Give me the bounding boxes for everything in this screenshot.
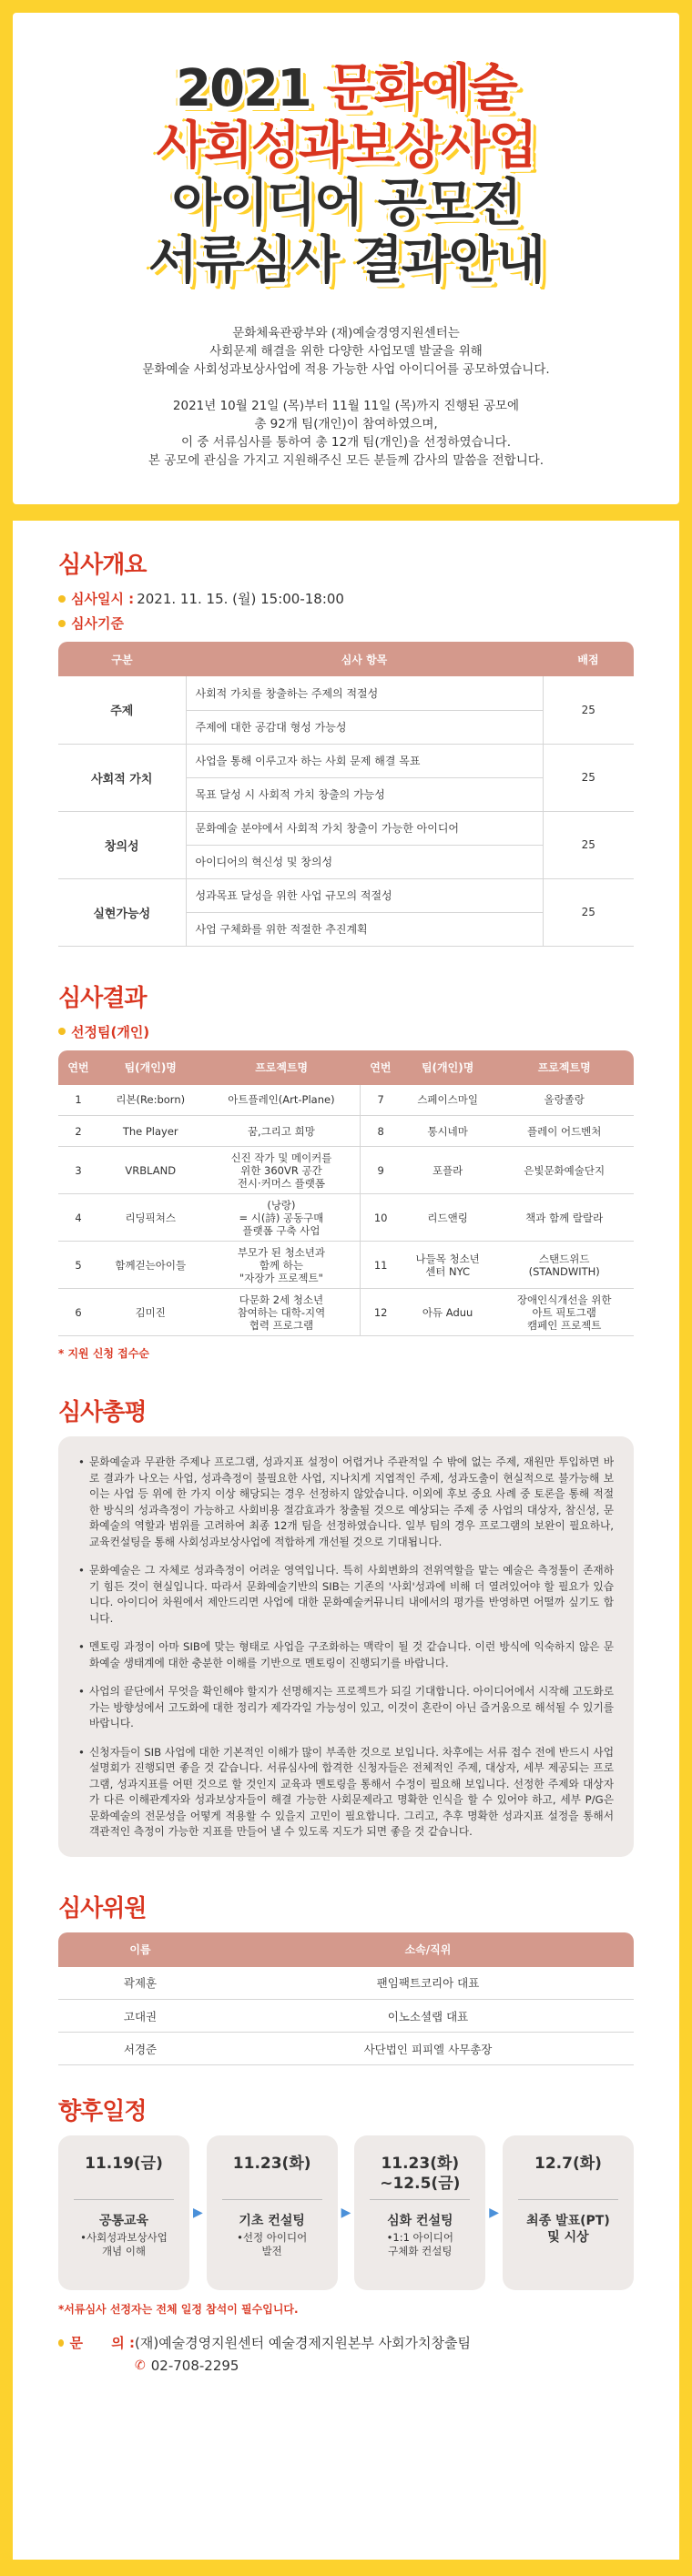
criteria-item: 아이디어의 혁신성 및 창의성 xyxy=(186,845,543,878)
team-row xyxy=(58,1194,634,1242)
review-date xyxy=(58,589,634,608)
intro-line: 문화예술 사회성과보상사업에 적용 가능한 사업 아이디어를 공모하였습니다. xyxy=(142,362,550,377)
team-row xyxy=(58,1242,634,1289)
schedule-name: 공통교육 xyxy=(98,2214,149,2228)
team-name: VRBLAND xyxy=(98,1147,202,1194)
schedule-desc: •사회성과보상사업 개념 이해 xyxy=(80,2231,168,2257)
criteria-row xyxy=(58,878,634,912)
bullet-dot-icon xyxy=(58,1028,66,1035)
team-name: 나들목 청소년 센터 NYC xyxy=(401,1242,495,1289)
team-number: 3 xyxy=(58,1147,98,1194)
chevron-right-icon: ▶ xyxy=(192,2206,203,2220)
review-item: • 신청자들이 SIB 사업에 대한 기본적인 이해가 많이 부족한 것으로 보입니다. 차후에는 서류 접수 전에 반드시 사업설명회가 진행되면 좋을 것 같습니다. 서류심사에 합격한 신청자들은 전체적인 주제, 대상자, 세부 제공되는 프로그램, 성과지표를 어떤 것으로 할 것인지 교육과 멘토링을 통해서 수정이 필요해 보입니다. 선정한 주제와 대상자가 다른 이해관계자와 성과보상자들이 해결 가능한 사회문제라고 명확한 인식을 할 수 있어야 하고, 세부 P/G은 문화예술의 전문성을 어떻게 적용할 수 있을지 고민이 필요합니다. 그리고, 추후 명확한 성과지표 설정을 통해서 객관적인 측정이 가능한 지표를 만들어 낼 수 있도록 지도가 되면 좋을 것 같습니다. xyxy=(78,1745,614,1841)
criteria-item: 목표 달성 시 사회적 가치 창출의 가능성 xyxy=(186,777,543,811)
team-number: 10 xyxy=(361,1194,401,1242)
teams-note: * 지원 신청 접수순 xyxy=(58,1347,149,1360)
hero-intro xyxy=(13,324,679,470)
team-number: 11 xyxy=(361,1242,401,1289)
project-name: 다문화 2세 청소년 참여하는 대학-지역 협력 프로그램 xyxy=(202,1289,360,1336)
team-name: 스페이스마일 xyxy=(401,1085,495,1116)
judges-body xyxy=(58,1967,634,2065)
intro-line: 총 92개 팀(개인)이 참여하였으며, xyxy=(254,417,438,431)
schedule-name: 기초 컨설팅 xyxy=(239,2214,305,2228)
judge-affiliation: 이노소셜랩 대표 xyxy=(222,2000,634,2033)
team-number: 1 xyxy=(58,1085,98,1116)
title-line-1b: 문화예술 xyxy=(326,59,516,118)
team-row xyxy=(58,1147,634,1194)
team-name: 리본(Re:born) xyxy=(98,1085,202,1116)
team-name: 리딩픽쳐스 xyxy=(98,1194,202,1242)
teams-body xyxy=(58,1085,634,1336)
schedule-card xyxy=(58,2135,189,2290)
criteria-category: 사회적 가치 xyxy=(58,744,186,811)
criteria-score: 25 xyxy=(543,878,634,946)
judges-table xyxy=(58,1932,634,2066)
criteria-row xyxy=(58,744,634,777)
team-number: 4 xyxy=(58,1194,98,1242)
schedule-card xyxy=(354,2135,485,2290)
schedule-note: *서류심사 선정자는 전체 일정 참석이 필수입니다. xyxy=(58,2303,299,2316)
selected-teams-text: 선정팀(개인) xyxy=(71,1023,150,1040)
title-line-3: 아이디어 공모전 xyxy=(171,174,521,233)
review-date-value: 2021. 11. 15. (월) 15:00-18:00 xyxy=(137,591,344,607)
team-number: 6 xyxy=(58,1289,98,1336)
divider xyxy=(74,2199,174,2200)
criteria-table xyxy=(58,642,634,947)
team-row xyxy=(58,1289,634,1336)
criteria-label-text: 심사기준 xyxy=(71,615,124,632)
criteria-item: 사회적 가치를 창출하는 주제의 적절성 xyxy=(186,676,543,710)
criteria-row xyxy=(58,676,634,710)
divider xyxy=(370,2199,470,2200)
criteria-item: 성과목표 달성을 위한 사업 규모의 적절성 xyxy=(186,878,543,912)
project-name: 신진 작가 및 메이커를 위한 360VR 공간 전시·커머스 플랫폼 xyxy=(202,1147,360,1194)
project-name: 장애인식개선을 위한 아트 픽토그램 캠페인 프로젝트 xyxy=(494,1289,634,1336)
teams-header: 팀(개인)명 xyxy=(401,1050,495,1085)
criteria-item: 문화예술 분야에서 사회적 가치 창출이 가능한 아이디어 xyxy=(186,811,543,845)
schedule-date: 11.23(화) xyxy=(232,2155,311,2173)
project-name: 부모가 된 청소년과 함께 하는 "자장가 프로젝트" xyxy=(202,1242,360,1289)
judge-row xyxy=(58,2033,634,2065)
team-name: 함께걷는아이들 xyxy=(98,1242,202,1289)
intro-line: 2021년 10월 21일 (목)부터 11월 11일 (목)까지 진행된 공모에 xyxy=(172,399,520,413)
project-name: 꿈,그리고 희망 xyxy=(202,1116,360,1147)
criteria-category: 실현가능성 xyxy=(58,878,186,946)
teams-header: 프로젝트명 xyxy=(494,1050,634,1085)
judges-title: 심사위원 xyxy=(58,1894,147,1922)
hero-section xyxy=(13,13,679,504)
review-item: • 문화예술과 무관한 주제나 프로그램, 성과지표 설정이 어렵거나 주관적일 수 밖에 없는 주제, 재원만 투입하면 바로 결과가 나오는 사업, 성과측정이 불필요한 사업, 지나치게 지엽적인 주제, 성과도출이 현실적으로 불가능해 보이는 사업 등 위에 한 가지 이상 해당되는 경우 선정하지 않았습니다. 이외에 후보 중요 사례 중 토론을 통해 적절한 방식의 성과측정이 가능하고 사회비용 절감효과가 창출될 것으로 예상되는 주제 중 사업의 대상자, 참신성, 문화예술의 역할과 범위를 고려하여 최종 12개 팀을 선정하였습니다. 일부 팀의 경우 프로그램의 보완이 필요하나, 교육컨설팅을 통해 사회성과보상사업에 적합하게 개선될 것으로 기대됩니다. xyxy=(78,1455,614,1550)
criteria-score: 25 xyxy=(543,811,634,878)
project-name: 은빛문화예술단지 xyxy=(494,1147,634,1194)
team-number: 5 xyxy=(58,1242,98,1289)
bullet-dot-icon xyxy=(58,595,66,603)
criteria-row xyxy=(58,811,634,845)
divider xyxy=(518,2199,618,2200)
teams-header: 연번 xyxy=(361,1050,401,1085)
schedule-date: 11.23(화) ~12.5(금) xyxy=(380,2155,461,2193)
title-line-4: 서류심사 결과안내 xyxy=(148,231,544,290)
project-name: 아트플레인(Art-Plane) xyxy=(202,1085,360,1116)
project-name: (낭랑) = 시(詩) 공동구매 플랫폼 구축 사업 xyxy=(202,1194,360,1242)
review-list xyxy=(78,1455,614,1841)
schedule-desc: •1:1 아이디어 구체화 컨설팅 xyxy=(386,2231,453,2257)
team-row xyxy=(58,1085,634,1116)
judge-affiliation: 팬임팩트코리아 대표 xyxy=(222,1967,634,2000)
review-item: • 사업의 끝단에서 무엇을 확인해야 할지가 선명해지는 프로젝트가 되길 기대합니다. 아이디어에서 시작해 고도화로 가는 방향성에서 고도화에 대한 정리가 제각각일 가능성이 있고, 이것이 혼란이 아닌 즐거움으로 해석될 수 있기를 바랍니다. xyxy=(78,1684,614,1732)
title-line-1a: 2021 xyxy=(176,59,327,118)
schedule-date: 12.7(화) xyxy=(534,2155,602,2173)
judge-name: 서경준 xyxy=(58,2033,222,2065)
team-name: 포플라 xyxy=(401,1147,495,1194)
criteria-body xyxy=(58,676,634,946)
criteria-header: 배점 xyxy=(543,642,634,676)
contact-phone xyxy=(135,2358,634,2374)
overview-title: 심사개요 xyxy=(58,552,147,579)
judge-name: 고대권 xyxy=(58,2000,222,2033)
team-number: 12 xyxy=(361,1289,401,1336)
team-name: 통시네마 xyxy=(401,1116,495,1147)
phone-icon: ✆ xyxy=(135,2358,146,2373)
criteria-item: 주제에 대한 공감대 형성 가능성 xyxy=(186,710,543,744)
contact-block xyxy=(58,2333,634,2374)
judge-affiliation: 사단법인 피피엘 사무총장 xyxy=(222,2033,634,2065)
teams-header: 연번 xyxy=(58,1050,98,1085)
hero-title xyxy=(13,60,679,289)
criteria-item: 사업을 통해 이루고자 하는 사회 문제 해결 목표 xyxy=(186,744,543,777)
team-number: 2 xyxy=(58,1116,98,1147)
title-line-2: 사회성과보상사업 xyxy=(156,117,536,176)
teams-header: 프로젝트명 xyxy=(202,1050,360,1085)
judges-header: 이름 xyxy=(58,1932,222,1967)
review-item: • 문화예술은 그 자체로 성과측정이 어려운 영역입니다. 특히 사회변화의 전위역할을 맡는 예술은 측정툴이 존재하기 힘든 것이 현실입니다. 따라서 문화예술기반의 SIB는 기존의 '사회'성과에 비해 더 열려있어야 할 필요가 있습니다. 아이디어 차원에서 제안드리면 사업에 대한 문화예술커뮤니티 내에서의 평가를 반영하면 어떨까 싶기도 합니다. xyxy=(78,1563,614,1627)
selected-teams-label xyxy=(58,1022,634,1041)
team-row xyxy=(58,1116,634,1147)
main-content xyxy=(13,521,679,2560)
chevron-right-icon: ▶ xyxy=(489,2206,500,2220)
criteria-category: 창의성 xyxy=(58,811,186,878)
chevron-right-icon: ▶ xyxy=(341,2206,351,2220)
judge-row xyxy=(58,1967,634,2000)
divider xyxy=(222,2199,322,2200)
team-number: 9 xyxy=(361,1147,401,1194)
project-name: 스탠드위드 (STANDWITH) xyxy=(494,1242,634,1289)
intro-line: 문화체육관광부와 (재)예술경영지원센터는 xyxy=(232,326,460,340)
contact-label xyxy=(58,2333,135,2352)
project-name: 플레이 어드벤처 xyxy=(494,1116,634,1147)
schedule-desc: •선정 아이디어 발전 xyxy=(237,2231,308,2257)
criteria-score: 25 xyxy=(543,676,634,744)
team-name: 아듀 Aduu xyxy=(401,1289,495,1336)
contact-org: (재)예술경영지원센터 예술경제지원본부 사회가치창출팀 xyxy=(135,2335,472,2351)
judges-header: 소속/직위 xyxy=(222,1932,634,1967)
criteria-score: 25 xyxy=(543,744,634,811)
bullet-dot-icon xyxy=(58,2339,64,2347)
judge-row xyxy=(58,2000,634,2033)
intro-line: 이 중 서류심사를 통하여 총 12개 팀(개인)을 선정하였습니다. xyxy=(181,435,511,450)
team-number: 8 xyxy=(361,1116,401,1147)
review-date-label: 심사일시 : xyxy=(71,591,135,607)
review-item: • 멘토링 과정이 아마 SIB에 맞는 형태로 사업을 구조화하는 맥락이 될 것 같습니다. 이런 방식에 익숙하지 않은 문화예술 생태계에 대한 충분한 이해를 기반으로 멘토링이 진행되기를 바랍니다. xyxy=(78,1639,614,1671)
team-name: 김미진 xyxy=(98,1289,202,1336)
review-title: 심사총평 xyxy=(58,1399,147,1426)
judge-name: 곽제훈 xyxy=(58,1967,222,2000)
team-name: The Player xyxy=(98,1116,202,1147)
criteria-item: 사업 구체화를 위한 적절한 추진계획 xyxy=(186,912,543,946)
teams-header: 팀(개인)명 xyxy=(98,1050,202,1085)
criteria-category: 주제 xyxy=(58,676,186,744)
schedule-date: 11.19(금) xyxy=(85,2155,163,2173)
schedule-title: 향후일정 xyxy=(58,2098,147,2125)
schedule-row xyxy=(58,2135,634,2290)
schedule-card xyxy=(503,2135,634,2290)
criteria-header: 심사 항목 xyxy=(186,642,543,676)
schedule-name: 최종 발표(PT) 및 시상 xyxy=(526,2214,610,2245)
review-panel xyxy=(58,1436,634,1857)
criteria-header: 구분 xyxy=(58,642,186,676)
teams-table xyxy=(58,1050,634,1337)
criteria-label xyxy=(58,614,634,633)
team-name: 리드앤링 xyxy=(401,1194,495,1242)
intro-line: 본 공모에 관심을 가지고 지원해주신 모든 분들께 감사의 말씀을 전합니다. xyxy=(148,453,544,468)
project-name: 책과 함께 랄랄라 xyxy=(494,1194,634,1242)
schedule-name: 심화 컨설팅 xyxy=(387,2214,453,2228)
team-number: 7 xyxy=(361,1085,401,1116)
results-title: 심사결과 xyxy=(58,984,147,1012)
contact-label-text: 문 의 : xyxy=(69,2335,135,2351)
intro-line: 사회문제 해결을 위한 다양한 사업모델 발굴을 위해 xyxy=(209,344,483,359)
schedule-card xyxy=(207,2135,338,2290)
phone-number[interactable]: 02-708-2295 xyxy=(150,2358,239,2374)
project-name: 올랑졸랑 xyxy=(494,1085,634,1116)
bullet-dot-icon xyxy=(58,620,66,627)
